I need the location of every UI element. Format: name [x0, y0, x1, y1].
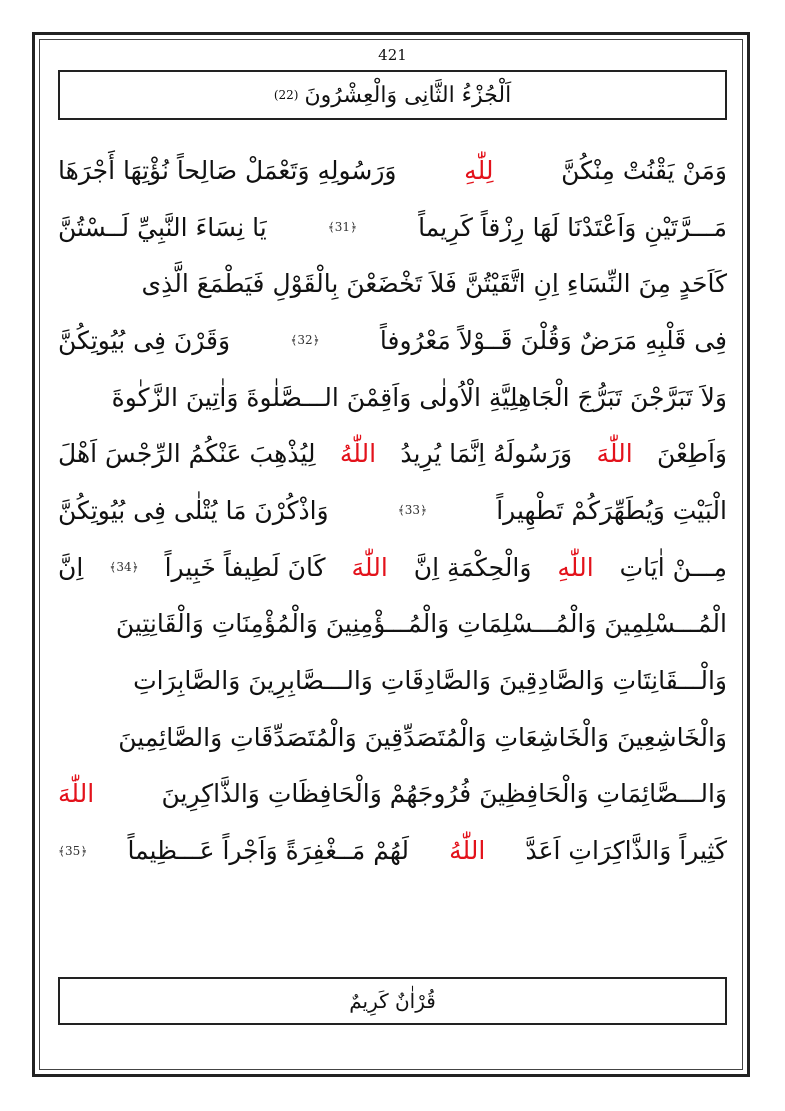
verse-line — [58, 425, 727, 482]
verse-text: اِنَّ — [58, 552, 84, 582]
verse-line — [58, 822, 727, 879]
verse-text: وَرَسُولَهُ اِنَّمَا يُرِيدُ — [400, 439, 573, 469]
verse-number-marker: ﴿31﴾ — [327, 220, 358, 235]
verse-line — [58, 596, 727, 653]
verse-text: يَا نِسَاءَ النَّبِيِّ لَــسْتُنَّ — [58, 212, 267, 242]
verse-text: وَالْـــقَانِتَاتِ وَالصَّادِقِينَ وَالصَّادِقَاتِ وَالـــصَّابِرِينَ وَالصَّابِرَاتِ — [133, 666, 727, 696]
verse-line — [58, 709, 727, 766]
verse-line — [58, 142, 727, 199]
verse-line — [58, 539, 727, 596]
verse-line — [58, 369, 727, 426]
verse-text: وَلاَ تَبَرَّجْنَ تَبَرُّجَ الْجَاهِلِيَّةِ الْاُولٰى وَاَقِمْنَ الـــصَّلٰوةَ وَاٰتِينَ الزَّكٰوةَ — [111, 382, 727, 412]
verse-number-marker: ﴿34﴾ — [109, 560, 139, 575]
verse-text: وَالْحِكْمَةِ اِنَّ — [413, 552, 532, 582]
verse-text: لِيُذْهِبَ عَنْكُمُ الرِّجْسَ اَهْلَ — [58, 439, 316, 469]
verse-text: الْبَيْتِ وَيُطَهِّرَكُمْ تَطْهِيراً — [496, 495, 727, 525]
divine-name: اللّٰهَ — [58, 779, 95, 809]
verse-line — [58, 199, 727, 256]
verse-line — [58, 482, 727, 539]
verse-text: كَاَحَدٍ مِنَ النِّسَاءِ اِنِ اتَّقَيْتُنَّ فَلاَ تَخْضَعْنَ بِالْقَوْلِ فَيَطْمَعَ الَّذِى — [141, 269, 727, 299]
footer-title: قُرْاٰنٌ كَرِيمٌ — [349, 989, 436, 1013]
verse-text: وَرَسُولِهِ وَتَعْمَلْ صَالِحاً نُؤْتِهَا أَجْرَهَا — [58, 155, 397, 185]
verse-line — [58, 312, 727, 369]
sura-number: (22) — [273, 88, 299, 102]
verse-text: مَـــرَّتَيْنِ وَاَعْتَدْنَا لَهَا رِزْقاً كَرِيماً — [418, 212, 727, 242]
page-number: 421 — [378, 46, 407, 64]
divine-name: لِلّٰهِ — [464, 155, 494, 185]
verse-text: لَهُمْ مَــغْفِرَةً وَاَجْراً عَـــظِيماً — [127, 836, 409, 866]
divine-name: اللّٰهِ — [557, 552, 594, 582]
verse-number-marker: ﴿32﴾ — [290, 333, 320, 348]
verse-text: الْمُـــسْلِمِينَ وَالْمُـــسْلِمَاتِ وَالْمُـــؤْمِنِينَ وَالْمُؤْمِنَاتِ وَالْقَانِتِينَ — [115, 609, 727, 639]
verse-text: وَاذْكُرْنَ مَا يُتْلٰى فِى بُيُوتِكُنَّ — [58, 495, 329, 525]
verse-line — [58, 255, 727, 312]
juz-title: اَلْجُزْءُ الثَّانِى وَالْعِشْرُونَ — [304, 82, 512, 108]
verse-text: مِـــنْ اٰيَاتِ — [619, 552, 727, 582]
verse-number-marker: ﴿35﴾ — [58, 843, 88, 858]
verse-text: وَالْخَاشِعِينَ وَالْخَاشِعَاتِ وَالْمُتَصَدِّقِينَ وَالْمُتَصَدِّقَاتِ وَالصَّائِمِينَ — [118, 722, 727, 752]
juz-header — [58, 70, 727, 120]
verse-line — [58, 652, 727, 709]
divine-name: اللّٰهَ — [596, 439, 633, 469]
verse-text: وَمَنْ يَقْنُتْ مِنْكُنَّ — [561, 155, 727, 185]
verse-number-marker: ﴿33﴾ — [397, 503, 428, 518]
verse-text: كَثِيراً وَالذَّاكِرَاتِ اَعَدَّ — [525, 836, 727, 866]
verse-text: كَانَ لَطِيفاً خَبِيراً — [164, 552, 326, 582]
divine-name: اللّٰهَ — [351, 552, 388, 582]
divine-name: اللّٰهُ — [339, 439, 377, 469]
verse-text: فِى قَلْبِهِ مَرَضٌ وَقُلْنَ قَــوْلاً مَعْرُوفاً — [379, 325, 727, 355]
verse-text: وَالـــصَّائِمَاتِ وَالْحَافِظِينَ فُرُوجَهُمْ وَالْحَافِظَاتِ وَالذَّاكِرِينَ — [161, 779, 727, 809]
divine-name: اللّٰهُ — [449, 836, 486, 866]
footer-box — [58, 977, 727, 1025]
verse-text: وَاَطِعْنَ — [656, 439, 727, 469]
verse-text: وَقَرْنَ فِى بُيُوتِكُنَّ — [58, 325, 231, 355]
verse-block — [58, 142, 727, 879]
verse-line — [58, 766, 727, 823]
